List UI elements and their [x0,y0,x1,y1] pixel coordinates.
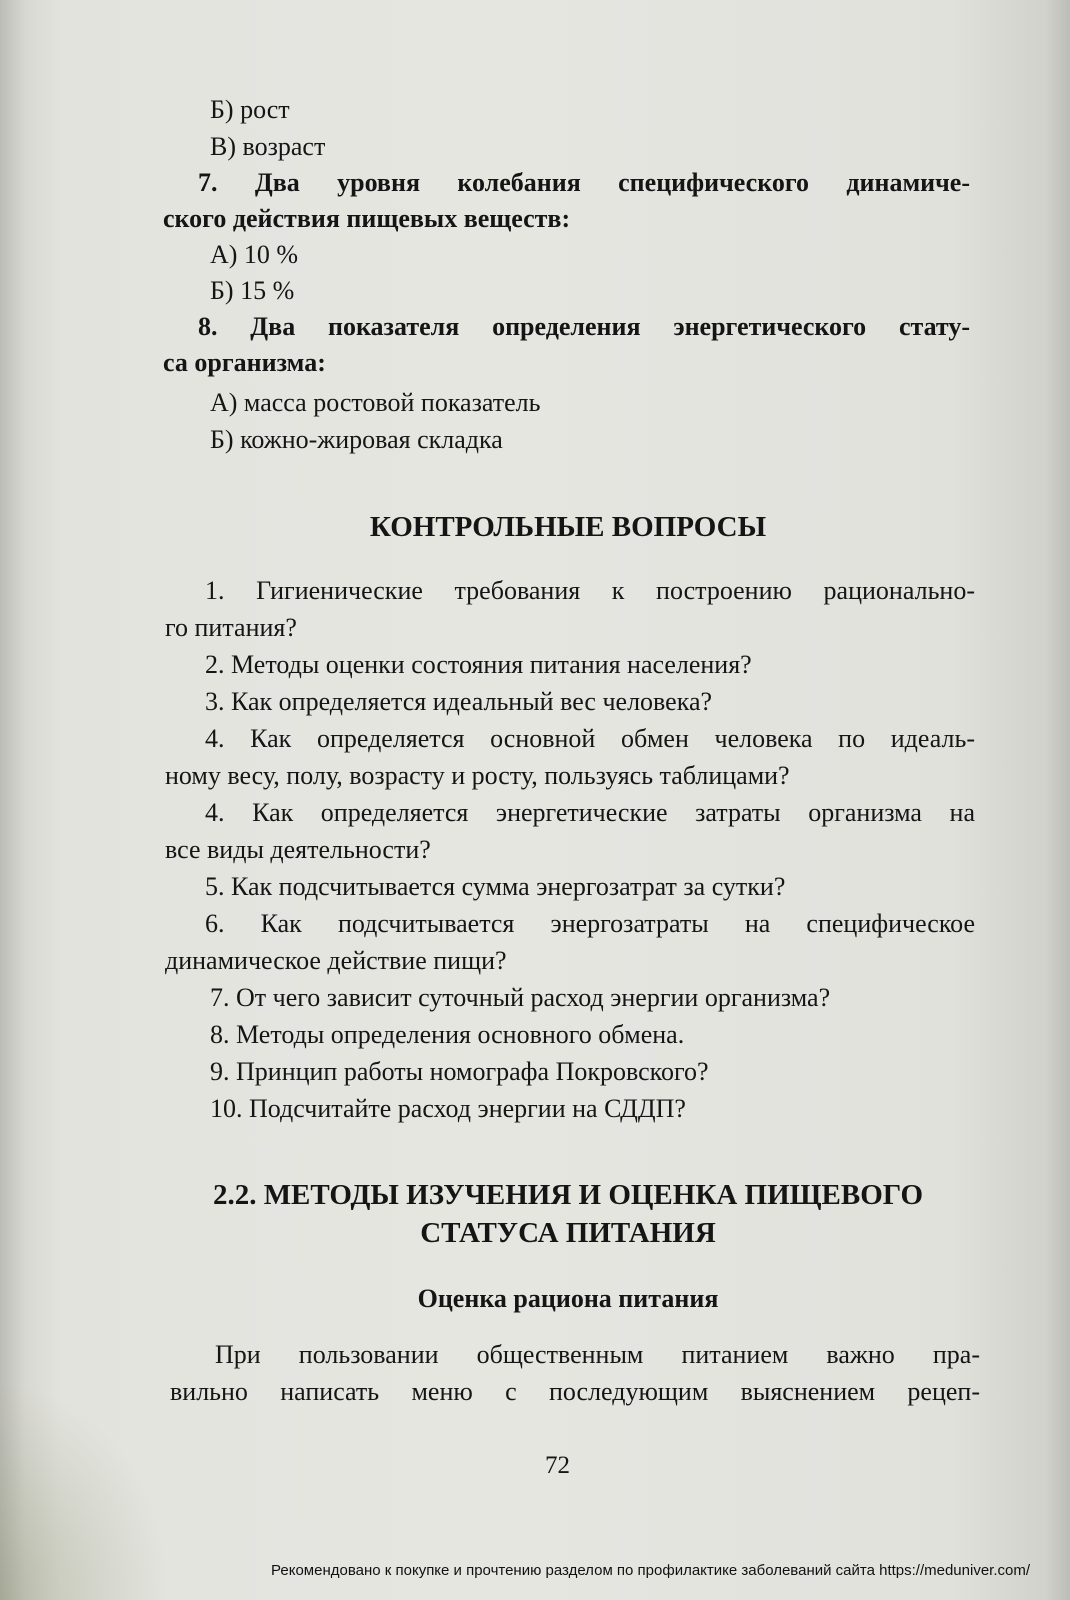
control-question-8: 7. От чего зависит суточный расход энергии организма? [210,983,831,1012]
question-7-line1: 7. Два уровня колебания специфического динамиче- [198,168,970,197]
question-8-line2: са организма: [163,348,326,377]
control-question-3: 3. Как определяется идеальный вес человека? [205,687,713,716]
paragraph-line1: При пользовании общественным питанием важно пра- [215,1340,980,1369]
control-questions-heading: КОНТРОЛЬНЫЕ ВОПРОСЫ [369,511,767,543]
section-heading-line1: 2.2. МЕТОДЫ ИЗУЧЕНИЯ И ОЦЕНКА ПИЩЕВОГО [212,1179,924,1211]
control-question-5-line1: 4. Как определяется энергетические затраты организма на [205,798,975,827]
question-7-option-b: Б) 15 % [210,276,295,305]
control-question-2: 2. Методы оценки состояния питания населения? [205,650,752,679]
question-8-option-b: Б) кожно-жировая складка [210,425,503,454]
control-question-7-line1: 6. Как подсчитывается энергозатраты на специфическое [205,909,975,938]
control-question-5-line2: все виды деятельности? [165,835,431,864]
subheading-ration-assessment: Оценка рациона питания [417,1284,719,1313]
answer-b-height: Б) рост [210,95,290,124]
question-7-line2: ского действия пищевых веществ: [163,204,571,233]
control-question-10: 9. Принцип работы номографа Покровского? [210,1057,709,1086]
control-question-4-line2: ному весу, полу, возрасту и росту, пользуясь таблицами? [165,761,790,790]
answer-v-age: В) возраст [210,132,326,161]
control-question-9: 8. Методы определения основного обмена. [210,1020,685,1049]
control-question-1-line2: го питания? [165,613,297,642]
question-8-line1: 8. Два показателя определения энергетического стату- [198,312,970,341]
control-question-1-line1: 1. Гигиенические требования к построению рационально- [205,576,975,605]
question-7-option-a: А) 10 % [210,240,299,269]
section-heading-line2: СТАТУСА ПИТАНИЯ [420,1217,716,1249]
paragraph-line2: вильно написать меню с последующим выяснением рецеп- [170,1377,980,1406]
control-question-6: 5. Как подсчитывается сумма энергозатрат за сутки? [205,872,786,901]
control-question-11: 10. Подсчитайте расход энергии на СДДП? [210,1094,686,1123]
footer-recommendation: Рекомендовано к покупке и прочтению разделом по профилактике заболеваний сайта https://meduniver.com/ [271,1562,1030,1579]
control-question-7-line2: динамическое действие пищи? [165,946,507,975]
page-number: 72 [545,1452,570,1479]
question-8-option-a: А) масса ростовой показатель [210,388,541,417]
control-question-4-line1: 4. Как определяется основной обмен человека по идеаль- [205,724,975,753]
